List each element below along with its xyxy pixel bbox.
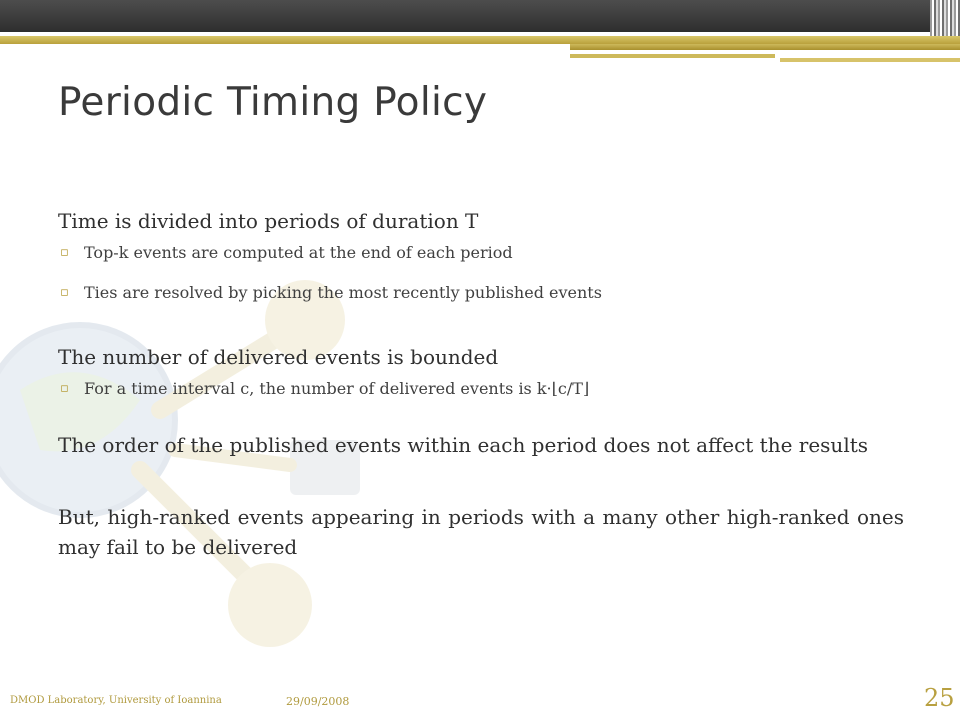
bullet-point-2: The number of delivered events is bounded xyxy=(58,345,499,369)
sub-bullet-text: Ties are resolved by picking the most recently published events xyxy=(84,283,602,302)
square-bullet-icon: ▫ xyxy=(60,285,69,300)
footer-organization: DMOD Laboratory, University of Ioannina xyxy=(10,695,222,706)
gold-accent-bar-thin xyxy=(570,54,775,58)
top-stripes xyxy=(930,0,960,36)
gold-accent-bar-secondary xyxy=(570,44,960,50)
gold-accent-bar-thin-right xyxy=(780,58,960,62)
accent-gap xyxy=(770,50,888,53)
gold-accent-bar xyxy=(0,36,960,44)
bullet-point-1: Time is divided into periods of duration T xyxy=(58,209,479,233)
square-bullet-icon: ▫ xyxy=(60,381,69,396)
page-number: 25 xyxy=(924,684,955,712)
square-bullet-icon: ▫ xyxy=(60,245,69,260)
top-dark-bar xyxy=(0,0,930,32)
sub-bullet-1-1 xyxy=(58,242,904,264)
footer-date: 29/09/2008 xyxy=(286,695,350,708)
sub-bullet-2-1 xyxy=(58,378,904,400)
sub-bullet-1-2 xyxy=(58,282,904,304)
sub-bullet-text: Top-k events are computed at the end of each period xyxy=(84,243,513,262)
slide-content xyxy=(58,206,904,562)
slide-title: Periodic Timing Policy xyxy=(58,80,488,125)
sub-bullet-text: For a time interval c, the number of delivered events is k·⌊c/T⌋ xyxy=(84,379,590,398)
bullet-point-4: But, high-ranked events appearing in periods with a many other high-ranked ones may fail to be delivered xyxy=(58,505,904,559)
bullet-point-3: The order of the published events within each period does not affect the results xyxy=(58,433,869,457)
